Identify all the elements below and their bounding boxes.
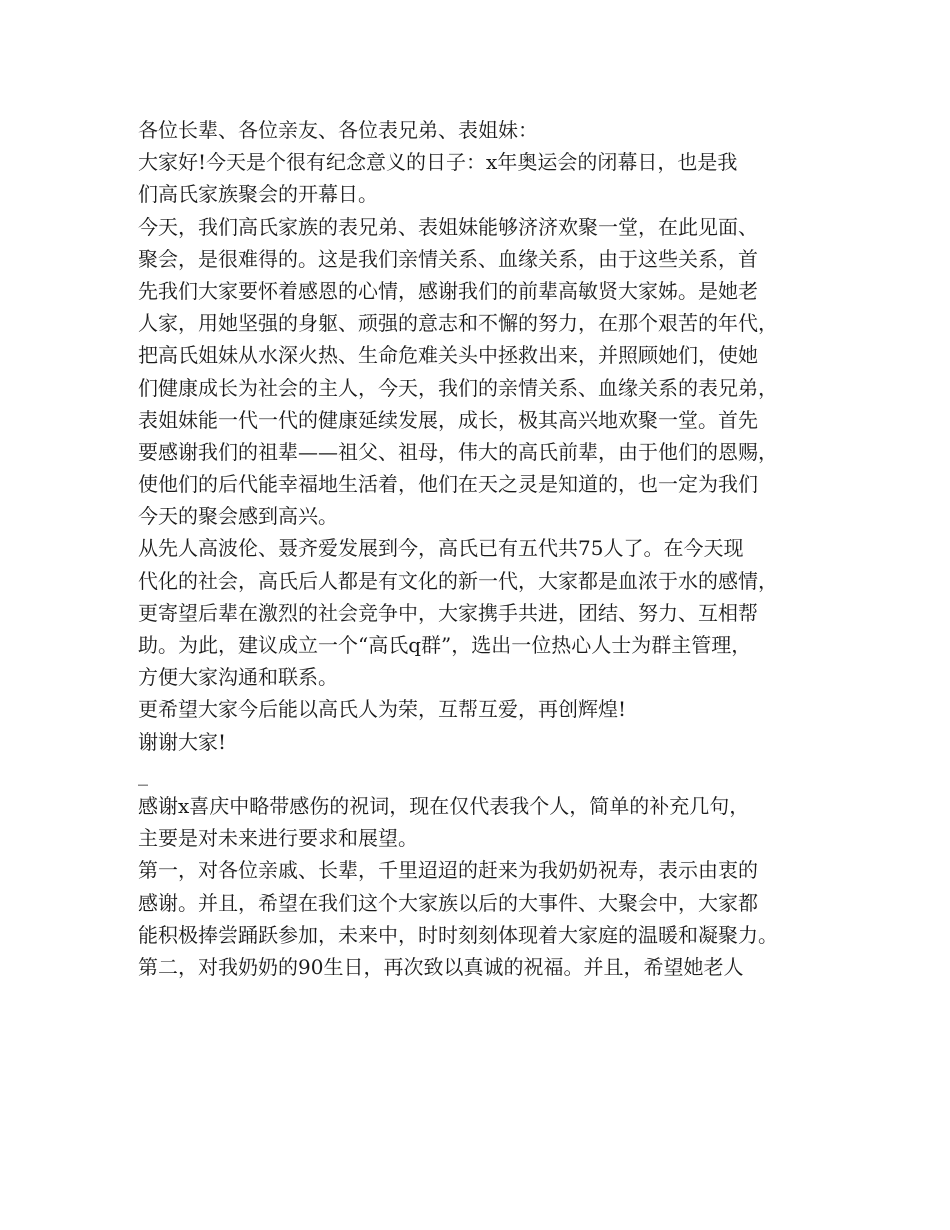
text-line: 大家好!今天是个很有纪念意义的日子：x年奥运会的闭幕日，也是我 <box>138 150 738 175</box>
text-line: 先我们大家要怀着感恩的心情，感谢我们的前辈高敏贤大家姊。是她老 <box>138 278 758 303</box>
text-line: 们高氏家族聚会的开幕日。 <box>138 182 378 207</box>
text-line: 代化的社会，高氏后人都是有文化的新一代，大家都是血浓于水的感情， <box>138 568 778 593</box>
text-line: 使他们的后代能幸福地生活着，他们在天之灵是知道的，也一定为我们 <box>138 472 758 497</box>
text-line: 从先人高波伦、聂齐爱发展到今，高氏已有五代共75人了。在今天现 <box>138 536 744 561</box>
text-line: 把高氏姐妹从水深火热、生命危难关头中拯救出来，并照顾她们，使她 <box>138 343 758 368</box>
text-line: 人家，用她坚强的身躯、顽强的意志和不懈的努力，在那个艰苦的年代， <box>138 311 778 336</box>
text-line: 更希望大家今后能以高氏人为荣，互帮互爱，再创辉煌! <box>138 697 627 722</box>
text-line: 主要是对未来进行要求和展望。 <box>138 826 418 851</box>
closing-line: 谢谢大家! <box>138 729 227 754</box>
greeting-line: 各位长辈、各位亲友、各位表兄弟、表姐妹： <box>138 118 538 142</box>
text-line: 助。为此，建议成立一个“高氏q群”，选出一位热心人士为群主管理， <box>138 633 752 657</box>
text-line: 表姐妹能一代一代的健康延续发展，成长，极其高兴地欢聚一堂。首先 <box>138 407 758 432</box>
separator-mark: _ <box>138 761 148 786</box>
text-line: 第一，对各位亲戚、长辈，千里迢迢的赶来为我奶奶祝寿，表示由衷的 <box>138 858 758 883</box>
text-line: 聚会，是很难得的。这是我们亲情关系、血缘关系，由于这些关系，首 <box>138 246 758 271</box>
text-line: 今天的聚会感到高兴。 <box>138 504 338 529</box>
text-line: 们健康成长为社会的主人，今天，我们的亲情关系、血缘关系的表兄弟， <box>138 375 778 400</box>
text-line: 感谢x喜庆中略带感伤的祝词，现在仅代表我个人，简单的补充几句， <box>138 793 750 818</box>
document-body <box>138 114 828 983</box>
text-line: 更寄望后辈在激烈的社会竞争中，大家携手共进，团结、努力、互相帮 <box>138 600 758 625</box>
text-line: 感谢。并且，希望在我们这个大家族以后的大事件、大聚会中，大家都 <box>138 890 758 915</box>
text-line: 今天，我们高氏家族的表兄弟、表姐妹能够济济欢聚一堂，在此见面、 <box>138 214 758 239</box>
text-line: 方便大家沟通和联系。 <box>138 665 338 690</box>
text-line: 要感谢我们的祖辈——祖父、祖母，伟大的高氏前辈，由于他们的恩赐， <box>138 439 778 464</box>
text-line: 能积极捧尝踊跃参加，未来中，时时刻刻体现着大家庭的温暖和凝聚力。 <box>138 922 778 947</box>
text-line: 第二，对我奶奶的90生日，再次致以真诚的祝福。并且，希望她老人 <box>138 954 744 979</box>
